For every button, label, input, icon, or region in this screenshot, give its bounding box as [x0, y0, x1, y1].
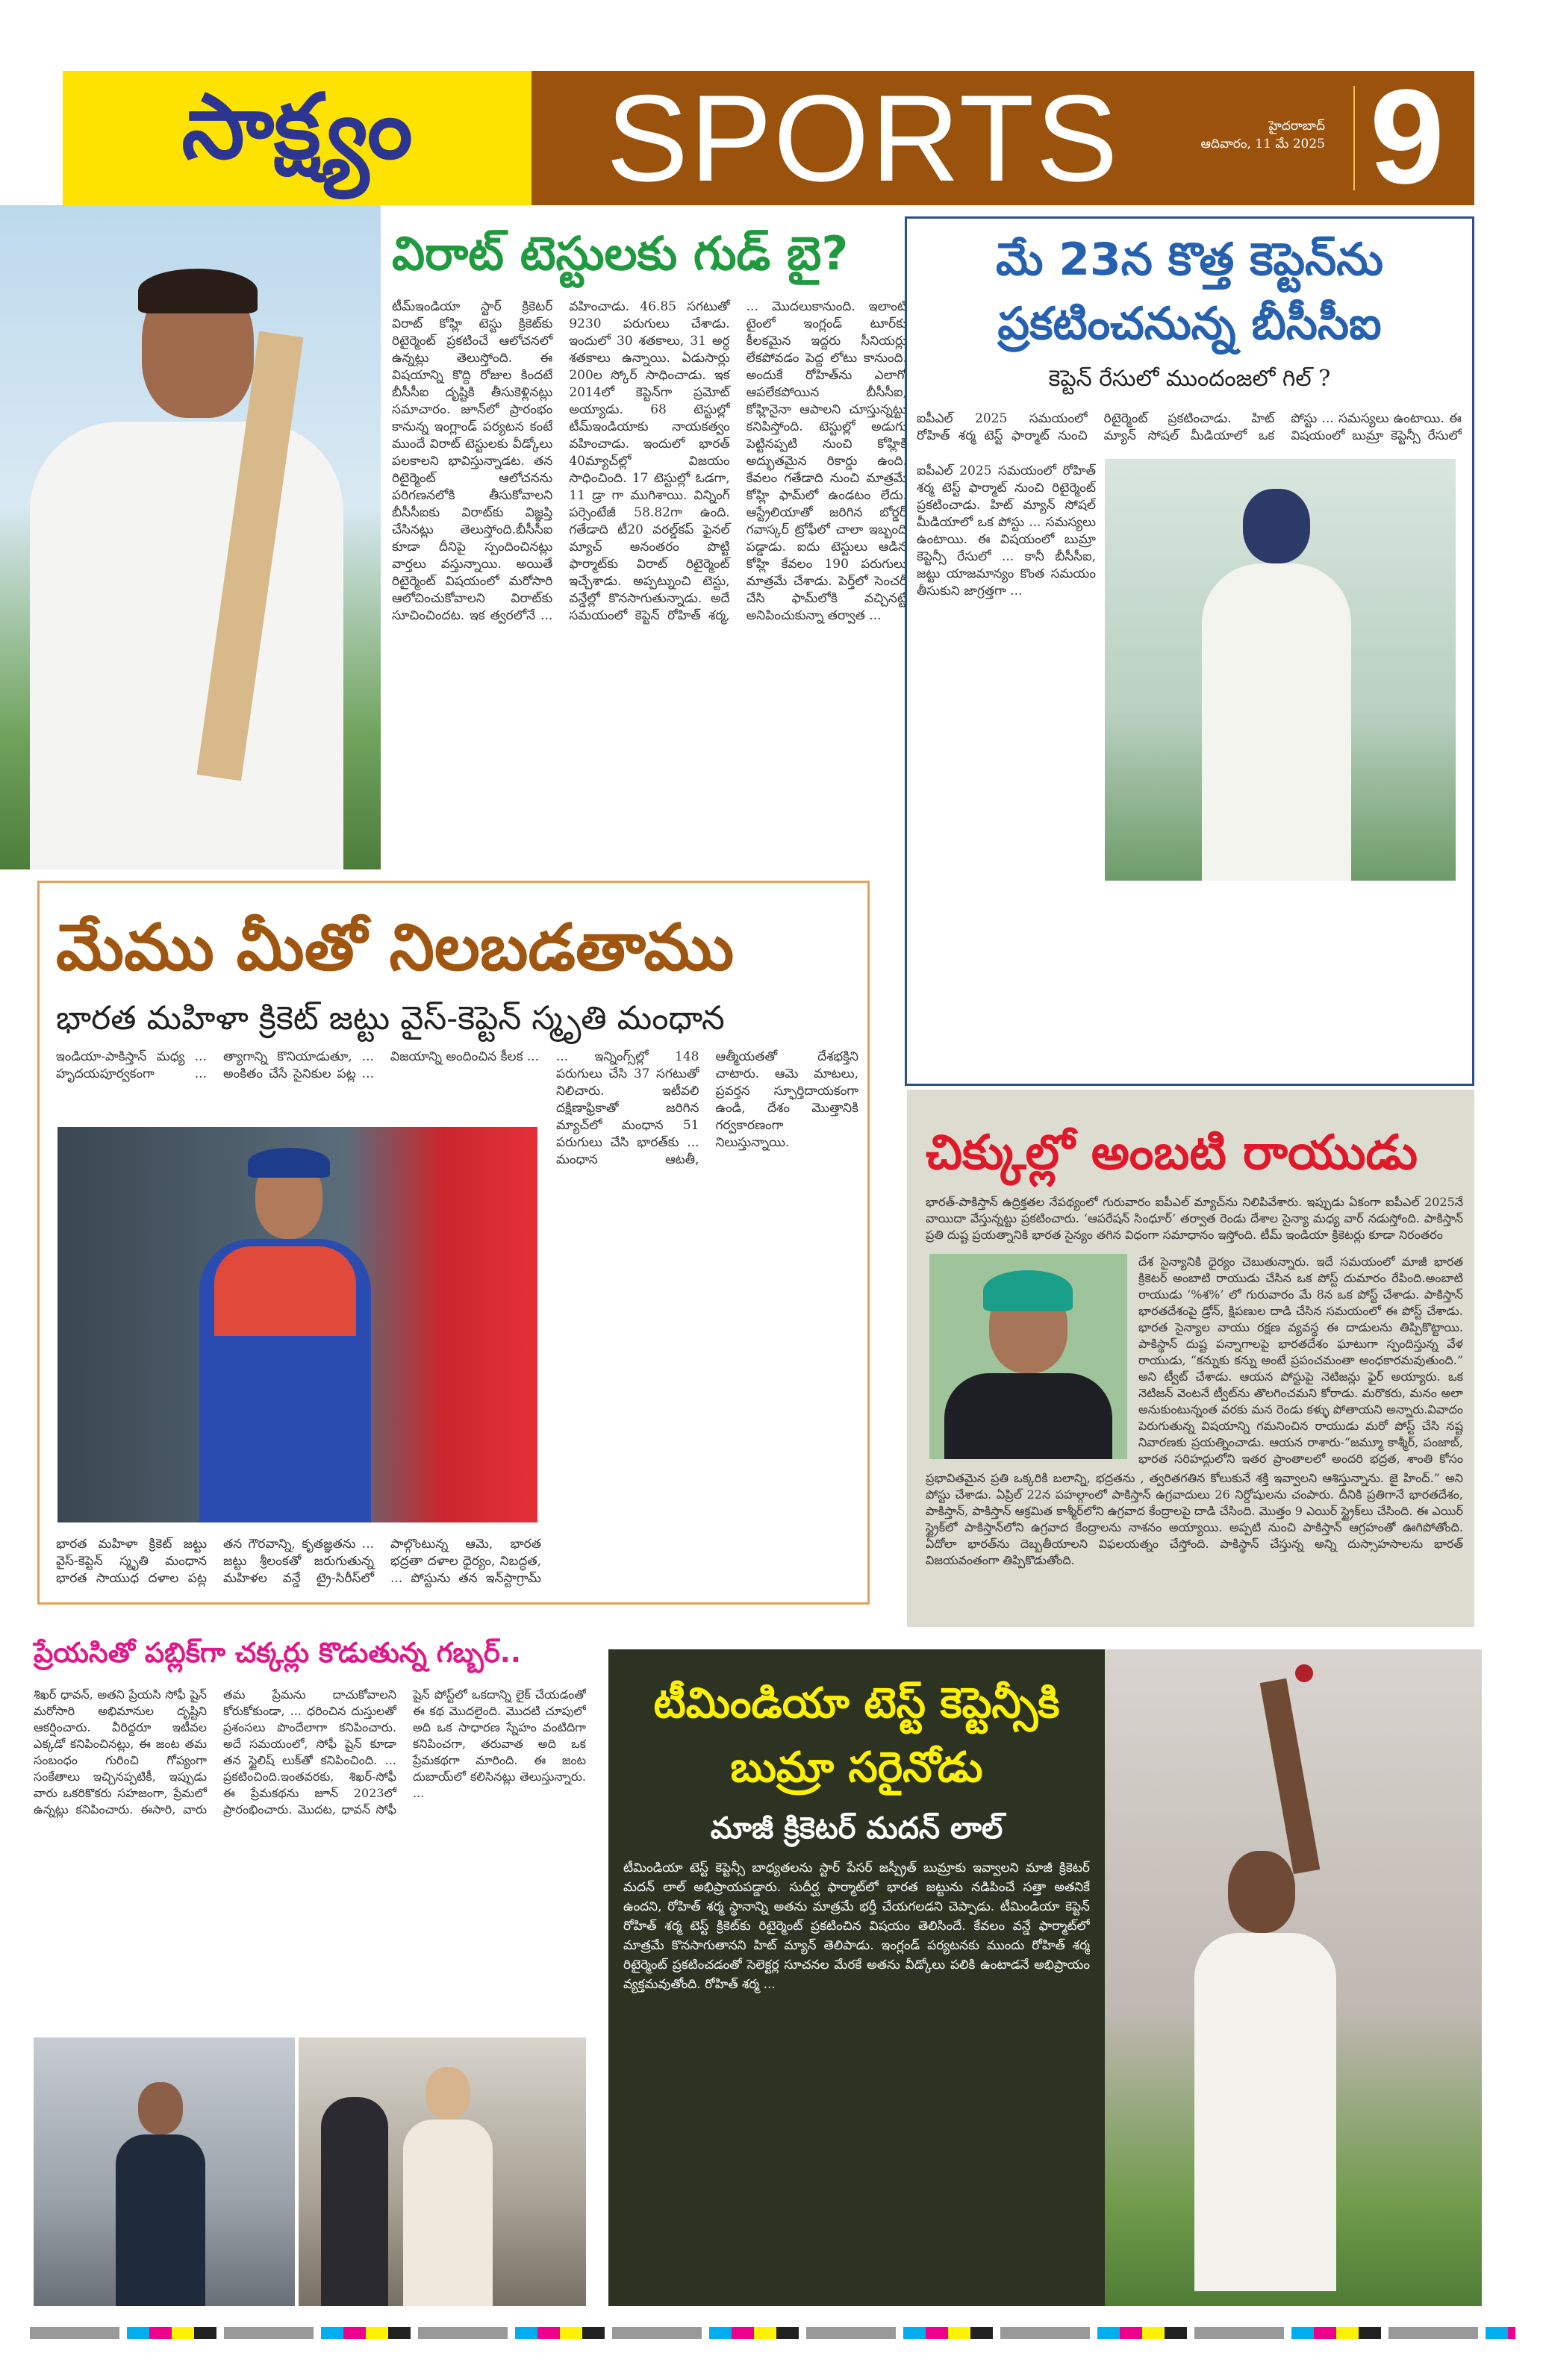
section-header — [532, 62, 1474, 212]
kohli-photo — [0, 205, 381, 869]
gill-subtitle: కెప్టెన్ రేసులో ముందంజలో గిల్ ? — [1048, 366, 1331, 392]
dateline — [1200, 117, 1325, 153]
rayudu-outro: ప్రభావితమైన ప్రతి ఒక్కరికి బలాన్ని, భద్రతను , త్వరితగతిన కోలుకునే శక్తి ఇవ్వాలని ఆశిస్తున్నాను. జై హింద్.” అని పోస్టు చేశాడు. ఏప్రిల్ 22న పహల్గాంలో పాకిస్తాన్ ఉగ్రవాదులు 26 నిర్దోషులను చంపారు. దీనికి ప్రతిగానే భారతదేశం, పాకిస్తాన్, పాకిస్తాన్ ఆక్రమిత కాశ్మీర్‌లోని ఉగ్రవాద కేంద్రాలపై దాడి చేసింది. మొత్తం 9 ఎయిర్ స్ట్రైక్‌లు చేసింది. ఈ ఎయిర్ స్ట్రైక్‌లో పాకిస్తాన్‌లోని ఉగ్రవాద కేంద్రాలను నాశనం అయ్యాయి. అప్పటి నుంచి పాకిస్తాన్ ఆగ్రహంతో ఊగిపోతోంది. ఏదోలా భారత్‌ను దెబ్బతీయాలని విఫలయత్నం చేస్తోంది. పాకిస్థాన్ చేస్తున్న అన్ని దుస్సాహసాలను భారత్ విజయవంతంగా తిప్పికొడుతోంది. — [926, 1471, 1463, 1567]
smriti-photo — [57, 1127, 537, 1522]
bumrah-headline-line1: టీమిండియా టెస్ట్ కెప్టెన్సీకి — [653, 1679, 1060, 1728]
gill-article-body: ఐపీఎల్ 2025 సమయంలో రోహిత్ శర్మ టెస్ట్ ఫార్మాట్ నుంచి రిటైర్మెంట్ ప్రకటించాడు. హిట్ మ్యాన్ సోషల్ మీడియాలో ఒక పోస్టు ... సమస్యలు ఉంటాయి. ఈ విషయంలో బుమ్రా కెప్టెన్సీ రేసులో — [917, 411, 1462, 443]
smriti-subtitle: భారత మహిళా క్రికెట్ జట్టు వైస్-కెప్టెన్ స్మృతి మంధాన — [56, 999, 725, 1037]
gill-photo — [1105, 459, 1456, 881]
bumrah-photo — [1105, 1649, 1482, 2306]
rayudu-body: దేశ సైన్యానికి ధైర్యం చెబుతున్నారు. ఇదే సమయంలో మాజీ భారత క్రికెటర్ అంబాటి రాయుడు చేసిన ఒక పోస్ట్ దుమారం రేపింది.అంబాటి రాయుడు ‘%శ%’ లో గురువారం మే 8న ఒక పోస్ట్ చేశాడు. పాకిస్తాన్ భారతదేశంపై డ్రోన్, క్షిపణుల దాడి చేసిన సమయంలో ఈ పోస్ట్ చేశాడు. భారత సైన్యాల వాయు రక్షణ వ్యవస్థ ఈ దాడులను తిప్పికొట్టాయి. పాకిస్థాన్ దుష్ట పన్నాగాలపై భారతదేశం ఘాటుగా స్పందిస్తున్న వేళ రాయుడు, “కన్నుకు కన్ను అంటే ప్రపంచమంతా అంధకారమవుతుంది.” అని ట్వీట్ చేశాడు. ఆయన పోస్టుపై నెటిజన్లు ఫైర్ అయ్యారు. ఒక నెటిజన్ వెంటనే ట్వీట్‌ను తొలగించమని కోరాడు. మరొకరు, మనం అలా అనుకుంటున్నంత వరకు మన రెండు కళ్ళు పోతాయని అన్నారు.వివాదం పెరుగుతున్న విషయాన్ని గమనించిన రాయుడు మరో పోస్ట్ చేసి నష్ట నివారణకు ప్రయత్నించాడు. ఆయన రాశారు-“జమ్మూ కాశ్మీర్, పంజాబ్, భారత సరిహద్దులోని ఇతర ప్రాంతాలలో అందరి భద్రత, శాంతి కోసం — [1138, 1255, 1463, 1466]
city: హైదరాబాద్ — [1268, 119, 1325, 134]
section-title: SPORTS — [606, 69, 1120, 207]
newspaper-logo — [63, 71, 532, 205]
gabbar-photo-2 — [299, 2037, 586, 2306]
kohli-headline: విరాట్ టెస్టులకు గుడ్ బై? — [392, 226, 849, 281]
kohli-article-body: టీమ్‌ఇండియా స్టార్ క్రికెటర్ విరాట్ కోహ్లి టెస్టు క్రికెట్‌కు రిటైర్మెంట్ ప్రకటించే ఆలోచనలో ఉన్నట్లు తెలుస్తోంది. ఈ విషయాన్ని కొద్ది రోజుల కిందటే బీసీసీఐ దృష్టికి తీసుకెళ్లినట్లు సమాచారం. జూన్‌లో ప్రారంభం కానున్న ఇంగ్లాండ్ పర్యటన కంటే ముందే విరాట్ టెస్టులకు వీడ్కోలు పలకాలని భావిస్తున్నాడట. తన రిటైర్మెంట్ ఆలోచనను పరిగణనలోకి తీసుకోవాలని బీసీసీఐకు విరాట్‌కు విజ్ఞప్తి చేసినట్లు తెలుస్తోంది.బీసీసీఐ కూడా దీనిపై స్పందించినట్లు వార్తలు వస్తున్నాయి. అయితే రిటైర్మెంట్ విషయంలో మరోసారి ఆలోచించుకోవాలని విరాట్‌కు సూచించిందట. ఇక త్వరలోనే ... వహించాడు. 46.85 సగటుతో 9230 పరుగులు చేశాడు. ఇందులో 30 శతకాలు, 31 అర్ధ శతకాలు ఉన్నాయి. ఏడుసార్లు 200ల స్కోర్ సాధించాడు. ఇక 2014లో కెప్టెన్‌గా ప్రమోట్ అయ్యాడు. 68 టెస్టుల్లో టీమ్‌ఇండియాకు నాయకత్వం వహించాడు. ఇందులో భారత్ 40మ్యాచ్‌ల్లో విజయం సాధించింది. 17 టెస్టుల్లో ఓడగా, 11 డ్రా గా ముగిశాయి. విన్నింగ్ పర్సెంటేజీ 58.82గా ఉంది. గతేడాది టీ20 వరల్డ్‌కప్ ఫైనల్ మ్యాచ్ అనంతరం పొట్టి ఫార్మాట్‌కు విరాట్ రిటైర్మెంట్ ఇచ్చేశాడు. అప్పట్నుంచి టెస్టు, వన్డేల్లో కొనసాగుతున్నాడు. అదే సమయంలో కెప్టెన్ రోహిత్ శర్మ, ... మొదలుకానుంది. ఇలాంటి టైంలో ఇంగ్లండ్ టూర్‌కు కీలకమైన ఇద్దరు సీనియర్లు లేకపోవడం పెద్ద లోటు కానుంది. అందుకే రోహిత్‌ను ఎలాగో ఆపలేకపోయిన బీసీసీఐ, కోహ్లినైనా ఆపాలని చూస్తున్నట్టు కనిపిస్తోంది. టెస్టుల్లో అడుగు పెట్టినప్పటి నుంచి కోహ్లికి అద్భుతమైన రికార్డు ఉంది. కేవలం గతేడాది నుంచి మాత్రమే కోహ్లి ఫామ్‌లో ఉండటం లేదు. ఆస్ట్రేలియాతో జరిగిన బోర్డర్ గవాస్కర్ ట్రోఫీలో చాలా ఇబ్బంది పడ్డాడు. ఐదు టెస్టులు ఆడిన కోహ్లి కేవలం 190 పరుగులు మాత్రమే చేశాడు. పెర్త్‌లో సెంచరీ చేసి ఫామ్‌లోకి వచ్చినట్టే అనిపించుకున్నా తర్వాత ... — [392, 299, 907, 623]
gabbar-headline: ప్రేయసితో పబ్లిక్‌గా చక్కర్లు కొడుతున్న గబ్బర్.. — [34, 1637, 521, 1669]
date: ఆదివారం, 11 మే 2025 — [1200, 137, 1325, 152]
gill-headline — [905, 228, 1474, 356]
rayudu-headline: చిక్కుల్లో అంబటి రాయుడు — [926, 1125, 1418, 1181]
gabbar-photo-1 — [34, 2037, 295, 2306]
bumrah-headline — [608, 1672, 1105, 1800]
rayudu-intro: భారత్-పాకిస్తాన్ ఉద్రిక్తతల నేపథ్యంలో గురువారం ఐపీఎల్ మ్యాచ్‌ను నిలిపివేశారు. ఇప్పుడు ఏకంగా ఐపీఎల్ 2025నే వాయిదా వేస్తున్నట్టు ప్రకటించారు. ‘ఆపరేషన్ సింధూర్’ తర్వాత రెండు దేశాల సైన్యా మధ్య వార్ నడుస్తోంది. పాకిస్తాన్ ప్రతి దుష్ట ప్రయత్నానికి భారత సైన్యం తగిన విధంగా సమాధానం ఇస్తోంది. టీమ్ ఇండియా క్రికెటర్లు కూడా నిరంతరం — [926, 1195, 1463, 1242]
rayudu-photo — [929, 1254, 1127, 1459]
gill-article-body-left: ఐపీఎల్ 2025 సమయంలో రోహిత్ శర్మ టెస్ట్ ఫార్మాట్ నుంచి రిటైర్మెంట్ ప్రకటించాడు. హిట్ మ్యాన్ సోషల్ మీడియాలో ఒక పోస్టు ... సమస్యలు ఉంటాయి. ఈ విషయంలో బుమ్రా కెప్టెన్సీ రేసులో ... కానీ బీసీసీఐ, జట్టు యాజమాన్యం కొంత సమయం తీసుకుని జాగ్రత్తగా ... — [917, 463, 1096, 599]
gill-headline-line1: మే 23న కొత్త కెప్టెన్‌ను — [995, 234, 1384, 286]
smriti-headline: మేము మీతో నిలబడతాము — [56, 911, 735, 985]
gill-headline-line2: ప్రకటించనున్న బీసీసీఐ — [997, 298, 1382, 350]
smriti-article-body-right: ... ఇన్నింగ్స్‌ల్లో 148 పరుగులు చేసి 37 సగటుతో నిలిచారు. ఇటీవలి దక్షిణాఫ్రికాతో జరిగిన మ్యాచ్‌లో మంధాన 51 పరుగులు చేసి భారత్‌కు ... మంధాన ఆటతీ, ఆత్మీయతతో దేశభక్తిని చాటారు. ఆమె మాటలు, ప్రవర్తన స్ఫూర్తిదాయకంగా ఉండి, దేశం మొత్తానికి గర్వకారణంగా నిలుస్తున్నాయి. — [556, 1049, 858, 1167]
divider — [1353, 86, 1355, 190]
logo-text: సాక్ష్యం — [181, 75, 413, 179]
bumrah-article-body: టీమిండియా టెస్ట్ కెప్టెన్సీ బాధ్యతలను స్టార్ పేసర్ జస్ప్రీత్ బుమ్రాకు ఇవ్వాలని మాజీ క్రికెటర్ మదన్ లాల్ అభిప్రాయపడ్డారు. సుదీర్ఘ ఫార్మాట్‌లో భారత జట్టును నడిపించే సత్తా అతనికే ఉందని, రోహిత్ శర్మ స్థానాన్ని అతను మాత్రమే భర్తీ చేయగలడని చెప్పాడు. టీమిండియా కెప్టెన్ రోహిత్ శర్మ టెస్ట్ క్రికెట్‌కు రిటైర్మెంట్ ప్రకటించిన విషయం తెలిసిందే. కేవలం వన్డే ఫార్మాట్‌లో మాత్రమే కొనసాగుతానని హిట్ మ్యాన్ తెలిపాడు. ఇంగ్లండ్ పర్యటనకు ముందు రోహిత్ శర్మ రిటైర్మెంట్ ప్రకటించడంతో సెలెక్టర్ల సూచనల మేరకే అతను వీడ్కోలు పలికి ఉంటాడనే అభిప్రాయం వ్యక్తమవుతోంది. రోహిత్ శర్మ ... — [623, 1861, 1090, 1992]
page-number: 9 — [1369, 62, 1444, 212]
bumrah-headline-line2: బుమ్రా సరైనోడు — [730, 1743, 983, 1792]
smriti-article-body: ఇండియా-పాకిస్తాన్ మధ్య ... హృదయపూర్వకంగా ... త్యాగాన్ని కొనియాడుతూ, ... అంకితం చేసే సైనికుల పట్ల ... విజయాన్ని అందించిన కీలక ... — [56, 1049, 540, 1081]
smriti-photo-caption: భారత మహిళా క్రికెట్ జట్టు వైస్-కెప్టెన్ స్మృతి మంధాన భారత సాయుధ దళాల పట్ల తన గౌరవాన్ని, కృతజ్ఞతను ... జట్టు శ్రీలంకతో జరుగుతున్న మహిళల వన్డే ట్రై-సిరీస్‌లో పాల్గొంటున్న ఆమె, భారత భద్రతా దళాల ధైర్యం, నిబద్ధత, ... పోస్టును తన ఇన్‌స్టాగ్రామ్ — [56, 1537, 541, 1586]
bumrah-subtitle: మాజీ క్రికెటర్ మదన్ లాల్ — [710, 1811, 1003, 1846]
print-registration-bar — [30, 2327, 1515, 2339]
gabbar-article-body: శిఖర్ ధావన్, అతని ప్రేయసి సోఫీ షైన్ మరోసారి అభిమానుల దృష్టిని ఆకర్షించారు. వీరిద్దరూ ఇటీవల ఎక్కడో కనిపించినట్లు, ఈ జంట తమ సంబంధం గురించి గోప్యంగా సంకేతాలు ఇచ్చినప్పటికీ, ఇప్పుడు వారు ఒకరికొకరు సహజంగా, ప్రేమలో ఉన్నట్లు కనిపించారు. ఈసారి, వారు తమ ప్రేమను దాచుకోవాలని కోరుకోకుండా, ... ధరించిన దుస్తులతో ప్రశంసలు పొందేలాగా కనిపించారు. అదే సమయంలో, సోఫీ షైన్ కూడా తన స్టైలిష్ లుక్‌తో కనిపించింది. ... ప్రకటించింది.ఇంతవరకు, శిఖర్-సోఫీ ఈ ప్రేమకథను జూన్ 2023లో ప్రారంభించారు. మొదట, ధావన్ సోఫీ షైన్ పోస్ట్‌లో ఒకదాన్ని లైక్ చేయడంతో ఈ కథ మొదలైంది. మొదటి చూపులో అది ఒక సాధారణ స్నేహం వంటిదిగా కనిపించగా, తరువాత అది ఒక ప్రేమకథగా మారింది. ఈ జంట దుబాయ్‌లో కలిసినట్లు తెలుస్తున్నారు. ... — [34, 1687, 586, 1817]
